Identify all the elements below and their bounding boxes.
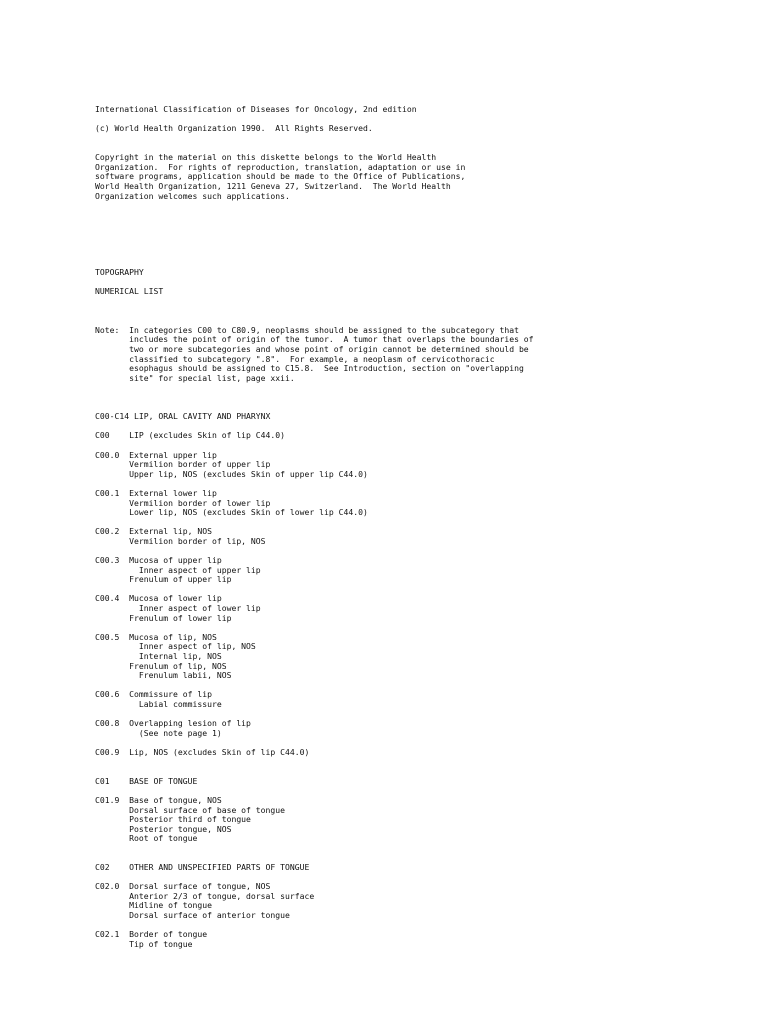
text-line: International Classification of Diseases for Oncology, 2nd edition bbox=[95, 104, 417, 115]
text-line: Labial commissure bbox=[95, 699, 222, 709]
text-line: Lower lip, NOS (excludes Skin of lower lip C44.0) bbox=[95, 507, 368, 518]
text-line: classified to subcategory ".8". For example, a neoplasm of cervicothoracic bbox=[95, 353, 495, 364]
text-line: Frenulum labii, NOS bbox=[95, 670, 232, 681]
text-line: C00 LIP (excludes Skin of lip C44.0) bbox=[95, 430, 286, 441]
text-line: Frenulum of lower lip bbox=[95, 612, 232, 623]
text-line: Inner aspect of lip, NOS bbox=[95, 641, 256, 652]
text-line: Organization. For rights of reproduction, translation, adaptation or use in bbox=[95, 161, 466, 172]
text-line: C02.0 Dorsal surface of tongue, NOS bbox=[95, 881, 271, 892]
text-line: Posterior tongue, NOS bbox=[95, 823, 232, 834]
text-line: site" for special list, page xxii. bbox=[95, 372, 295, 383]
text-line: Posterior third of tongue bbox=[95, 814, 251, 825]
text-line: C01 BASE OF TONGUE bbox=[95, 775, 198, 786]
text-line: NUMERICAL LIST bbox=[95, 286, 164, 297]
text-line: Anterior 2/3 of tongue, dorsal surface bbox=[95, 890, 315, 901]
text-line: Upper lip, NOS (excludes Skin of upper lip C44.0) bbox=[95, 468, 368, 479]
text-line: C02 OTHER AND UNSPECIFIED PARTS OF TONGUE bbox=[95, 862, 310, 873]
text-line: Frenulum of lip, NOS bbox=[95, 660, 227, 671]
text-line: Copyright in the material on this diskette belongs to the World Health bbox=[95, 152, 437, 163]
text-line: (c) World Health Organization 1990. All Rights Reserved. bbox=[95, 123, 373, 134]
text-line: Dorsal surface of anterior tongue bbox=[95, 910, 290, 921]
text-line: Note: In categories C00 to C80.9, neoplasms should be assigned to the subcategory that bbox=[95, 324, 519, 335]
text-line: C00.4 Mucosa of lower lip bbox=[95, 593, 222, 604]
text-line: Vermilion border of lip, NOS bbox=[95, 535, 266, 546]
text-line: Inner aspect of upper lip bbox=[95, 564, 261, 575]
text-line: C00.6 Commissure of lip bbox=[95, 689, 212, 700]
text-line: Internal lip, NOS bbox=[95, 651, 222, 662]
text-line: C00.8 Overlapping lesion of lip bbox=[95, 718, 251, 729]
text-line: Inner aspect of lower lip bbox=[95, 603, 261, 614]
text-line: Frenulum of upper lip bbox=[95, 574, 232, 585]
document-text bbox=[95, 105, 534, 949]
text-line: Root of tongue bbox=[95, 833, 198, 844]
text-line: Vermilion border of lower lip bbox=[95, 497, 271, 508]
text-line: Tip of tongue bbox=[95, 938, 193, 949]
text-line: Vermilion border of upper lip bbox=[95, 459, 271, 470]
text-line: C00.2 External lip, NOS bbox=[95, 526, 212, 537]
text-line: includes the point of origin of the tumor. A tumor that overlaps the boundaries of bbox=[95, 334, 534, 345]
text-line: C02.1 Border of tongue bbox=[95, 929, 208, 940]
text-line: Midline of tongue bbox=[95, 900, 212, 911]
document-page bbox=[95, 86, 534, 959]
text-line: C00.3 Mucosa of upper lip bbox=[95, 555, 222, 566]
text-line: C00.5 Mucosa of lip, NOS bbox=[95, 631, 217, 642]
text-line: C01.9 Base of tongue, NOS bbox=[95, 794, 222, 805]
text-line: TOPOGRAPHY bbox=[95, 267, 144, 278]
text-line: esophagus should be assigned to C15.8. See Introduction, section on "overlapping bbox=[95, 363, 524, 374]
text-line: C00.9 Lip, NOS (excludes Skin of lip C44.0) bbox=[95, 746, 310, 757]
text-line: World Health Organization, 1211 Geneva 27, Switzerland. The World Health bbox=[95, 180, 451, 191]
text-line: C00-C14 LIP, ORAL CAVITY AND PHARYNX bbox=[95, 411, 271, 422]
text-line: (See note page 1) bbox=[95, 727, 222, 738]
text-line: Organization welcomes such applications. bbox=[95, 190, 290, 201]
text-line: two or more subcategories and whose point of origin cannot be determined should be bbox=[95, 344, 529, 355]
text-line: Dorsal surface of base of tongue bbox=[95, 804, 286, 815]
text-line: C00.1 External lower lip bbox=[95, 487, 217, 498]
text-line: software programs, application should be made to the Office of Publications, bbox=[95, 171, 466, 182]
text-line: C00.0 External upper lip bbox=[95, 449, 217, 460]
